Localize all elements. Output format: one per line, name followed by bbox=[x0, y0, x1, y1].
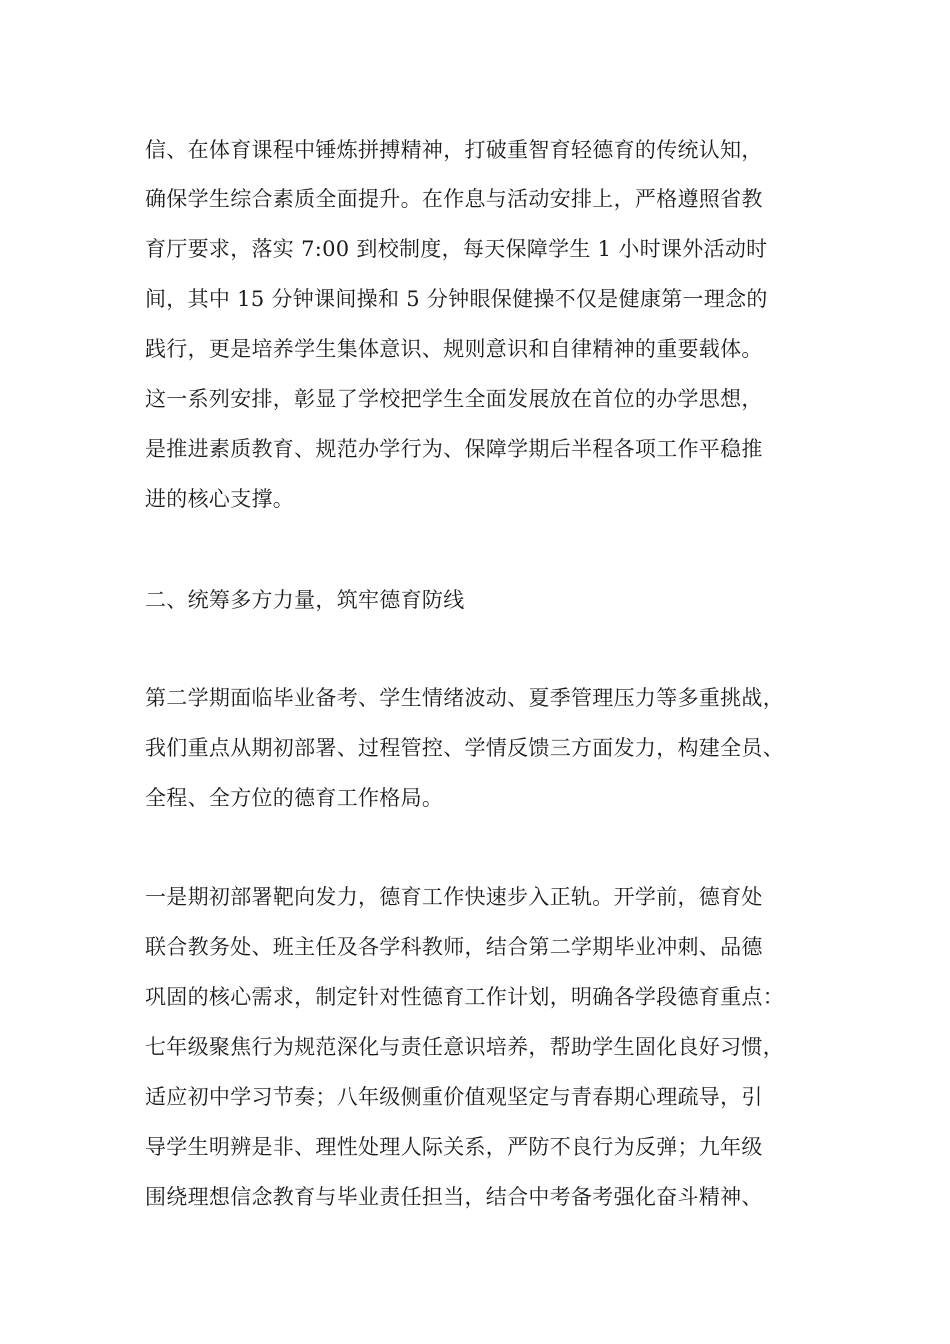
paragraph-line: 进的核心支撑。 bbox=[145, 487, 295, 511]
paragraph-line: 这一系列安排，彰显了学校把学生全面发展放在首位的办学思想， bbox=[145, 387, 763, 411]
paragraph-line: 是推进素质教育、规范办学行为、保障学期后半程各项工作平稳推 bbox=[145, 437, 763, 461]
paragraph-line: 七年级聚焦行为规范深化与责任意识培养，帮助学生固化良好习惯， bbox=[145, 1035, 784, 1059]
paragraph-line: 巩固的核心需求，制定针对性德育工作计划，明确各学段德育重点： bbox=[145, 985, 784, 1009]
paragraph-line: 全程、全方位的德育工作格局。 bbox=[145, 786, 444, 810]
paragraph-line: 间，其中 15 分钟课间操和 5 分钟眼保健操不仅是健康第一理念的 bbox=[145, 287, 768, 311]
section-heading: 二、统筹多方力量，筑牢德育防线 bbox=[145, 588, 465, 612]
paragraph-line: 导学生明辨是非、理性处理人际关系，严防不良行为反弹；九年级 bbox=[145, 1135, 763, 1159]
paragraph-line: 第二学期面临毕业备考、学生情绪波动、夏季管理压力等多重挑战， bbox=[145, 686, 784, 710]
paragraph-line: 我们重点从期初部署、过程管控、学情反馈三方面发力，构建全员、 bbox=[145, 736, 784, 760]
paragraph-line: 信、在体育课程中锤炼拼搏精神，打破重智育轻德育的传统认知， bbox=[145, 138, 763, 162]
paragraph-line: 围绕理想信念教育与毕业责任担当，结合中考备考强化奋斗精神、 bbox=[145, 1185, 763, 1209]
paragraph-line: 践行，更是培养学生集体意识、规则意识和自律精神的重要载体。 bbox=[145, 337, 763, 361]
paragraph-line: 适应初中学习节奏；八年级侧重价值观坚定与青春期心理疏导，引 bbox=[145, 1085, 763, 1109]
paragraph-line: 一是期初部署靶向发力，德育工作快速步入正轨。开学前，德育处 bbox=[145, 885, 763, 909]
paragraph-line: 联合教务处、班主任及各学科教师，结合第二学期毕业冲刺、品德 bbox=[145, 935, 763, 959]
paragraph-line: 确保学生综合素质全面提升。在作息与活动安排上，严格遵照省教 bbox=[145, 187, 763, 211]
paragraph-line: 育厅要求，落实 7:00 到校制度，每天保障学生 1 小时课外活动时 bbox=[145, 237, 768, 261]
